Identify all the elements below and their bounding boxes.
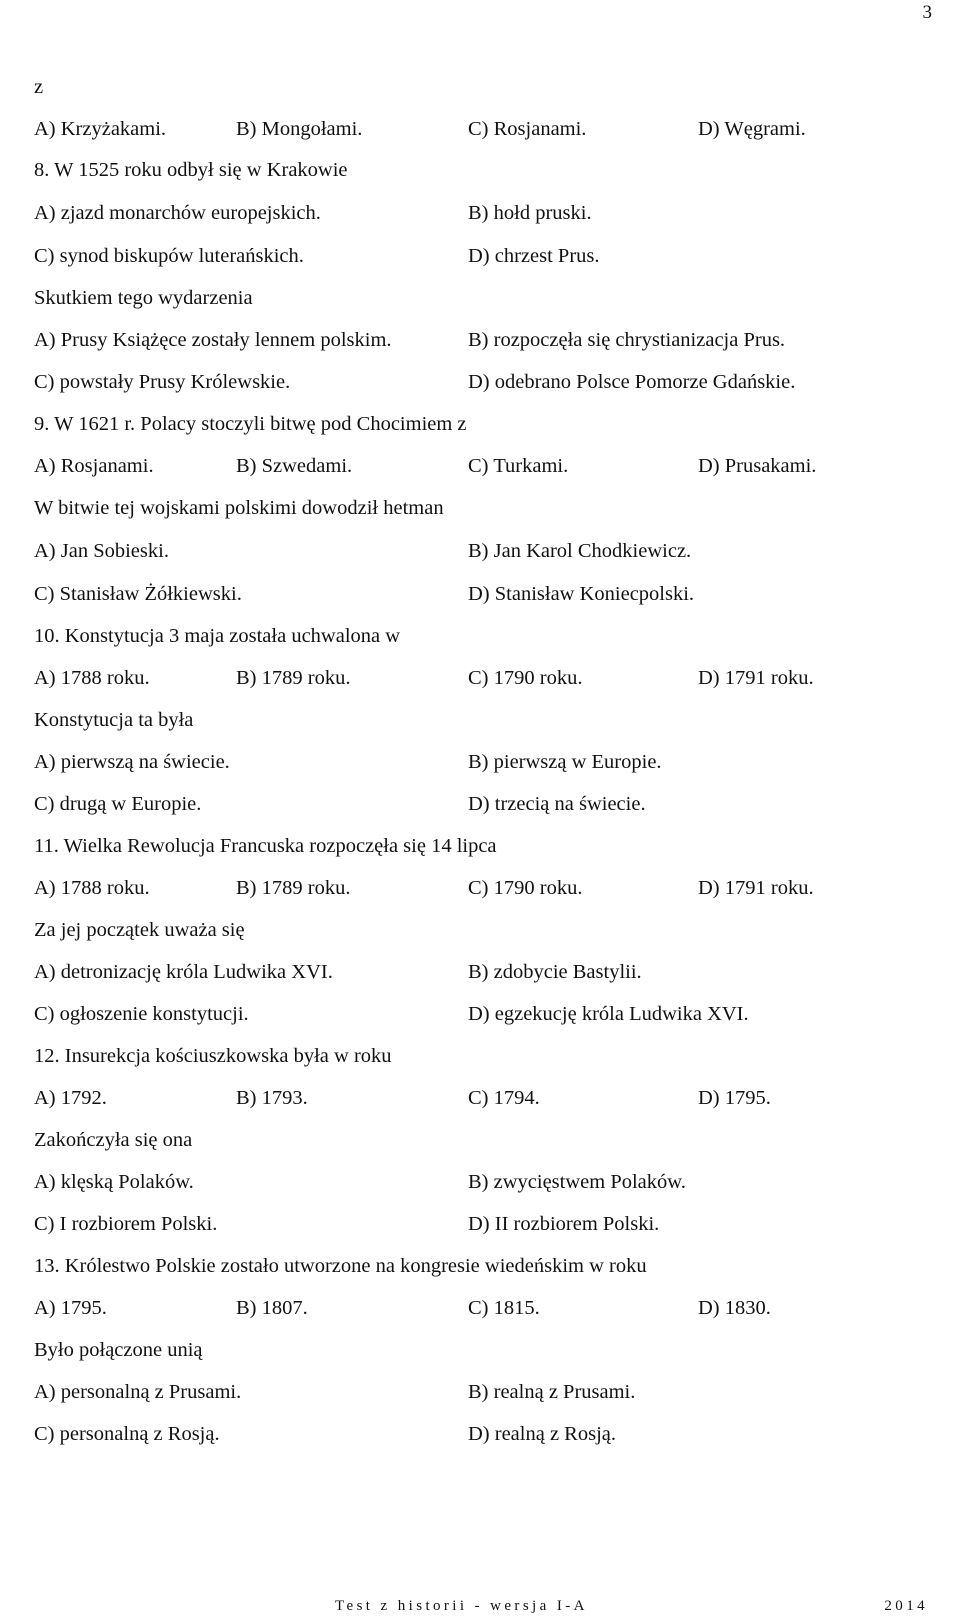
answer-option: D) realną z Rosją.	[468, 1423, 616, 1445]
answer-option: C) Stanisław Żółkiewski.	[34, 583, 242, 605]
answer-option: C) 1815.	[468, 1297, 540, 1319]
answer-option: A) 1788 roku.	[34, 667, 150, 689]
question-text: Konstytucja ta była	[34, 709, 194, 731]
question-text: Zakończyła się ona	[34, 1129, 193, 1151]
answer-option: A) detronizację króla Ludwika XVI.	[34, 961, 333, 983]
question-text: z	[34, 76, 44, 98]
answer-option: D) Prusakami.	[698, 455, 817, 477]
question-text: 12. Insurekcja kościuszkowska była w roku	[34, 1045, 392, 1067]
question-text: 8. W 1525 roku odbył się w Krakowie	[34, 159, 348, 181]
answer-option: D) trzecią na świecie.	[468, 793, 646, 815]
answer-option: C) synod biskupów luterańskich.	[34, 245, 304, 267]
answer-option: A) pierwszą na świecie.	[34, 751, 230, 773]
answer-option: D) II rozbiorem Polski.	[468, 1213, 660, 1235]
question-text: Było połączone unią	[34, 1339, 203, 1361]
answer-option: A) klęską Polaków.	[34, 1171, 194, 1193]
question-text: 11. Wielka Rewolucja Francuska rozpoczęła się 14 lipca	[34, 835, 497, 857]
page-number: 3	[922, 2, 932, 23]
answer-option: B) zwycięstwem Polaków.	[468, 1171, 686, 1193]
answer-option: A) Rosjanami.	[34, 455, 154, 477]
answer-option: C) 1790 roku.	[468, 667, 583, 689]
answer-option: B) 1807.	[236, 1297, 308, 1319]
footer-title: Test z historii - wersja I-A	[335, 1598, 588, 1614]
answer-option: B) 1789 roku.	[236, 667, 351, 689]
answer-option: D) 1830.	[698, 1297, 771, 1319]
footer-year: 2014	[884, 1598, 928, 1614]
answer-option: A) Jan Sobieski.	[34, 540, 169, 562]
answer-option: A) zjazd monarchów europejskich.	[34, 202, 321, 224]
answer-option: C) I rozbiorem Polski.	[34, 1213, 218, 1235]
question-text: W bitwie tej wojskami polskimi dowodził hetman	[34, 497, 444, 519]
answer-option: C) Rosjanami.	[468, 118, 587, 140]
question-text: 13. Królestwo Polskie zostało utworzone na kongresie wiedeńskim w roku	[34, 1255, 647, 1277]
answer-option: D) 1791 roku.	[698, 877, 814, 899]
answer-option: A) 1788 roku.	[34, 877, 150, 899]
answer-option: B) realną z Prusami.	[468, 1381, 636, 1403]
answer-option: C) 1790 roku.	[468, 877, 583, 899]
answer-option: C) ogłoszenie konstytucji.	[34, 1003, 249, 1025]
answer-option: C) drugą w Europie.	[34, 793, 202, 815]
answer-option: D) Węgrami.	[698, 118, 806, 140]
answer-option: A) Prusy Książęce zostały lennem polskim.	[34, 329, 392, 351]
answer-option: C) 1794.	[468, 1087, 540, 1109]
answer-option: B) zdobycie Bastylii.	[468, 961, 642, 983]
answer-option: C) personalną z Rosją.	[34, 1423, 220, 1445]
answer-option: B) 1789 roku.	[236, 877, 351, 899]
answer-option: A) Krzyżakami.	[34, 118, 167, 140]
answer-option: B) Mongołami.	[236, 118, 363, 140]
answer-option: D) Stanisław Koniecpolski.	[468, 583, 695, 605]
answer-option: B) hołd pruski.	[468, 202, 592, 224]
answer-option: D) odebrano Polsce Pomorze Gdańskie.	[468, 371, 796, 393]
answer-option: D) 1791 roku.	[698, 667, 814, 689]
answer-option: C) powstały Prusy Królewskie.	[34, 371, 291, 393]
answer-option: B) pierwszą w Europie.	[468, 751, 662, 773]
answer-option: B) Jan Karol Chodkiewicz.	[468, 540, 692, 562]
question-text: Za jej początek uważa się	[34, 919, 245, 941]
answer-option: B) Szwedami.	[236, 455, 353, 477]
question-text: 9. W 1621 r. Polacy stoczyli bitwę pod Chocimiem z	[34, 413, 467, 435]
answer-option: A) 1795.	[34, 1297, 107, 1319]
answer-option: C) Turkami.	[468, 455, 569, 477]
answer-option: A) 1792.	[34, 1087, 107, 1109]
answer-option: B) 1793.	[236, 1087, 308, 1109]
question-text: 10. Konstytucja 3 maja została uchwalona w	[34, 625, 401, 647]
answer-option: D) egzekucję króla Ludwika XVI.	[468, 1003, 749, 1025]
answer-option: D) 1795.	[698, 1087, 771, 1109]
question-text: Skutkiem tego wydarzenia	[34, 287, 253, 309]
answer-option: A) personalną z Prusami.	[34, 1381, 242, 1403]
answer-option: D) chrzest Prus.	[468, 245, 600, 267]
answer-option: B) rozpoczęła się chrystianizacja Prus.	[468, 329, 786, 351]
